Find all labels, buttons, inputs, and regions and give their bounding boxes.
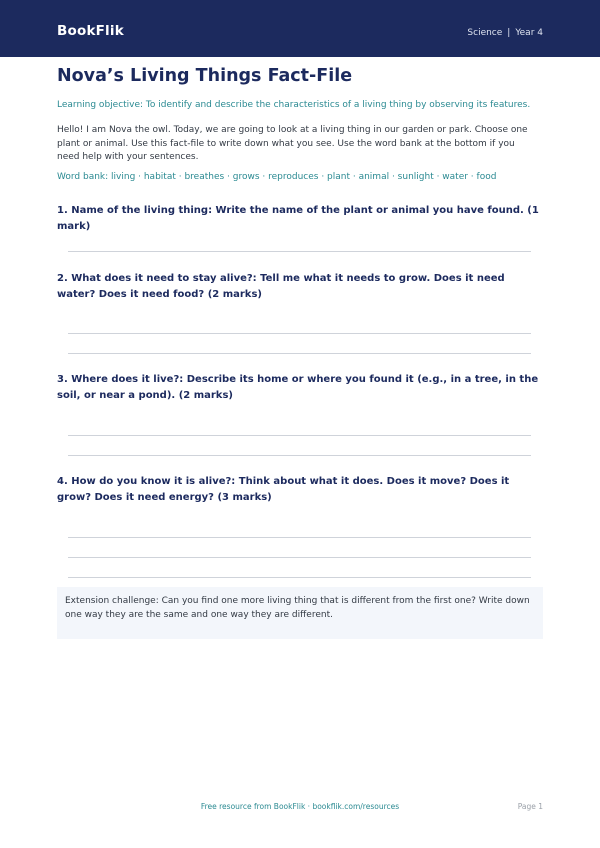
answer-line[interactable] xyxy=(68,455,531,456)
footer-text: Free resource from BookFlik · bookflik.com/resources xyxy=(200,802,400,811)
answer-line[interactable] xyxy=(68,537,531,538)
extension-challenge-box: Extension challenge: Can you find one more living thing that is different from the first one? Write down one way they are the same and one way they are different. xyxy=(57,587,543,639)
answer-line[interactable] xyxy=(68,435,531,436)
question-4: 4. How do you know it is alive?: Think about what it does. Does it move? Does it grow? Does it need energy? (3 marks) xyxy=(57,476,510,503)
page-number: Page 1 xyxy=(517,802,543,811)
question-3: 3. Where does it live?: Describe its home or where you found it (e.g., in a tree, in the soil, or near a pond). (2 marks) xyxy=(57,374,539,401)
answer-line[interactable] xyxy=(68,251,531,252)
answer-line[interactable] xyxy=(68,557,531,558)
header-separator: | xyxy=(507,28,511,38)
learning-objective: Learning objective: To identify and describe the characteristics of a living thing by observing its features. xyxy=(57,100,531,110)
answer-line[interactable] xyxy=(68,333,531,334)
intro-paragraph: Hello! I am Nova the owl. Today, we are going to look at a living thing in our garden or park. Choose one plant or animal. Use this fact-file to write down what you see. Use the word bank at the bottom if you need help with your sentences. xyxy=(57,125,528,162)
question-2: 2. What does it need to stay alive?: Tell me what it needs to grow. Does it need water? Does it need food? (2 marks) xyxy=(57,273,505,300)
brand-logo-text: BookFlik xyxy=(57,23,124,39)
question-1: 1. Name of the living thing: Write the name of the plant or animal you have found. (1 mark) xyxy=(57,205,539,232)
page-title: Nova’s Living Things Fact-File xyxy=(57,66,353,86)
header-bar xyxy=(0,0,600,57)
year-label: Year 4 xyxy=(515,28,543,38)
subject-label: Science xyxy=(467,28,503,38)
subject-year-label xyxy=(467,28,543,38)
answer-line[interactable] xyxy=(68,577,531,578)
word-bank: Word bank: living · habitat · breathes · grows · reproduces · plant · animal · sunlight · water · food xyxy=(57,172,497,182)
answer-line[interactable] xyxy=(68,353,531,354)
